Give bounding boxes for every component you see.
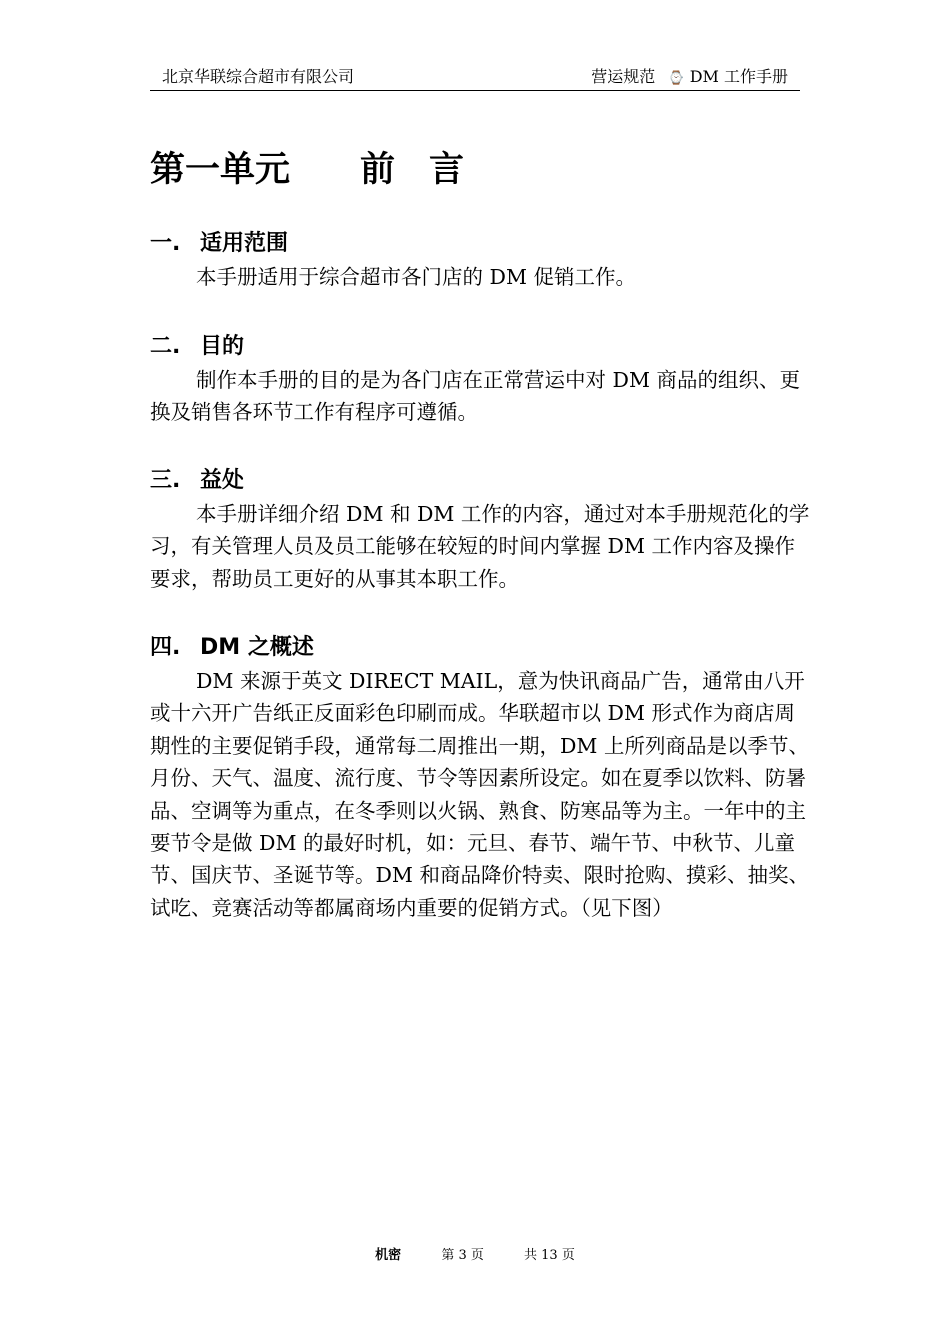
header-doc-info bbox=[591, 66, 788, 90]
section-body: 制作本手册的目的是为各门店在正常营运中对 DM 商品的组织、更换及销售各环节工作有程序可遵循。 bbox=[150, 368, 800, 425]
clock-icon: ⌚ bbox=[668, 71, 685, 86]
section-heading bbox=[150, 466, 810, 496]
section-body: 本手册详细介绍 DM 和 DM 工作的内容，通过对本手册规范化的学习，有关管理人员及员工能够在较短的时间内掌握 DM 工作内容及操作要求，帮助员工更好的从事其本职工作。 bbox=[150, 502, 810, 591]
header-doc-title: DM 工作手册 bbox=[689, 67, 788, 86]
section-number: 三. bbox=[150, 468, 181, 493]
section-heading bbox=[150, 633, 810, 663]
section-title: 适用范围 bbox=[200, 231, 289, 256]
section-body: DM 来源于英文 DIRECT MAIL，意为快讯商品广告，通常由八开或十六开广告纸正反面彩色印刷而成。华联超市以 DM 形式作为商店周期性的主要促销手段，通常每二周推出一期，DM 上所列商品是以季节、月份、天气、温度、流行度、节令等因素所设定。如在夏季以饮料、防暑品、空调等为重点，在冬季则以火锅、熟食、防寒品等为主。一年中的主要节令是做 DM 的最好时机，如：元旦、春节、端午节、中秋节、儿童节、国庆节、圣诞节等。DM 和商品降价特卖、限时抢购、摸彩、抽奖、试吃、竞赛活动等都属商场内重要的促销方式。（见下图） bbox=[150, 669, 809, 920]
page-title bbox=[150, 146, 498, 194]
unit-name: 前言 bbox=[360, 150, 499, 190]
section-dm-overview bbox=[150, 633, 810, 924]
section-number: 一. bbox=[150, 231, 181, 256]
section-title: DM 之概述 bbox=[200, 635, 314, 660]
section-benefits bbox=[150, 466, 810, 595]
header-doc-label: 营运规范 bbox=[591, 67, 656, 86]
footer-label: 机密 bbox=[375, 1248, 402, 1263]
section-heading bbox=[150, 332, 810, 362]
section-scope bbox=[150, 229, 810, 293]
section-number: 二. bbox=[150, 334, 181, 359]
section-body: 本手册适用于综合超市各门店的 DM 促销工作。 bbox=[196, 265, 636, 289]
section-purpose bbox=[150, 332, 810, 429]
section-heading bbox=[150, 229, 810, 259]
page-header bbox=[150, 66, 800, 91]
page-footer bbox=[0, 1246, 950, 1266]
unit-label: 第一单元 bbox=[150, 150, 291, 190]
header-company: 北京华联综合超市有限公司 bbox=[162, 67, 355, 86]
section-title: 目的 bbox=[200, 334, 245, 359]
page-number: 第 3 页 bbox=[441, 1248, 484, 1263]
page-total: 共 13 页 bbox=[524, 1248, 575, 1263]
section-title: 益处 bbox=[200, 468, 245, 493]
section-number: 四. bbox=[150, 635, 181, 660]
